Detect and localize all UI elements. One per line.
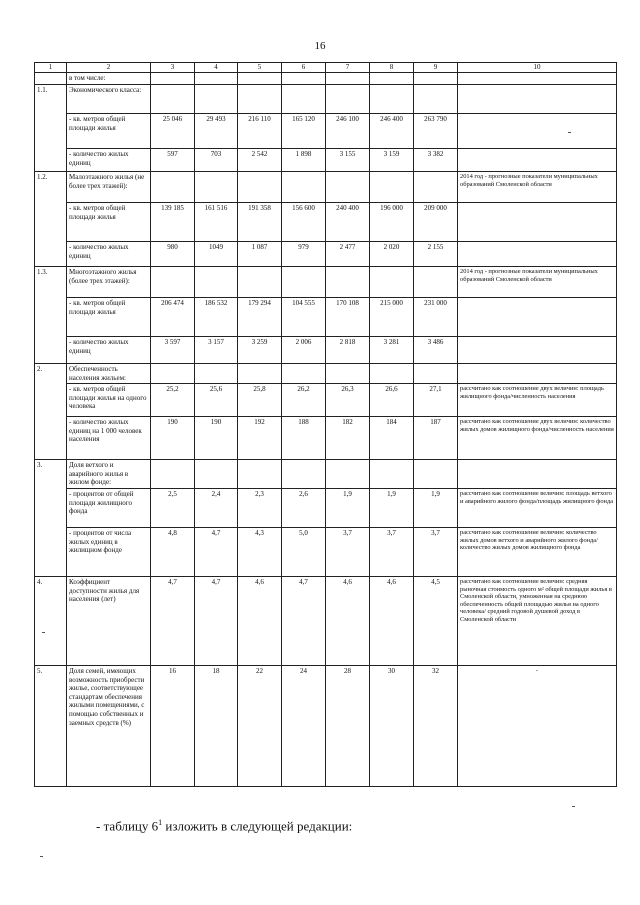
value-cell: 246 400 bbox=[370, 114, 414, 149]
value-cell: 2 818 bbox=[326, 337, 370, 364]
table-row bbox=[35, 417, 617, 460]
value-cell: 26,2 bbox=[282, 384, 326, 417]
value-cell: 4,7 bbox=[282, 576, 326, 665]
table-row bbox=[35, 337, 617, 364]
value-cell: 187 bbox=[414, 417, 458, 460]
value-cell: 1 898 bbox=[282, 149, 326, 172]
value-cell bbox=[326, 172, 370, 203]
value-cell: 196 000 bbox=[370, 203, 414, 242]
row-label-cell: - количество жилых единиц bbox=[67, 149, 151, 172]
row-label-cell: - кв. метров общей площади жилья bbox=[67, 114, 151, 149]
row-label-cell: Малоэтажного жилья (не более трех этажей): bbox=[67, 172, 151, 203]
value-cell: 215 000 bbox=[370, 298, 414, 337]
value-cell: 4,5 bbox=[414, 576, 458, 665]
row-label-cell: Доля семей, имеющих возможность приобрести жилье, соответствующее стандартам обеспечения жилыми помещениями, с помощью собственных и заемных средств (%) bbox=[67, 665, 151, 786]
value-cell: 25,6 bbox=[195, 384, 238, 417]
value-cell bbox=[370, 172, 414, 203]
note-cell: рассчитано как соотношение двух величин: количество жилых домов жилищного фонда/численность населения bbox=[458, 417, 617, 460]
value-cell bbox=[195, 85, 238, 114]
value-cell bbox=[370, 267, 414, 298]
value-cell bbox=[414, 364, 458, 384]
value-cell: 184 bbox=[370, 417, 414, 460]
value-cell: 979 bbox=[282, 242, 326, 267]
row-label-cell: - кв. метров общей площади жилья bbox=[67, 298, 151, 337]
value-cell bbox=[238, 364, 282, 384]
value-cell: 703 bbox=[195, 149, 238, 172]
note-cell: рассчитано как соотношение величин: количество жилых домов ветхого и аварийного жилого фонда/количество жилых домов жилищного фонда bbox=[458, 527, 617, 576]
value-cell: 2,5 bbox=[151, 488, 195, 527]
value-cell: 2,4 bbox=[195, 488, 238, 527]
value-cell bbox=[370, 73, 414, 85]
table-row bbox=[35, 203, 617, 242]
value-cell: 165 120 bbox=[282, 114, 326, 149]
indicators-table bbox=[34, 62, 617, 787]
value-cell bbox=[151, 73, 195, 85]
value-cell: 25 046 bbox=[151, 114, 195, 149]
value-cell bbox=[151, 172, 195, 203]
value-cell: 18 bbox=[195, 665, 238, 786]
value-cell: 16 bbox=[151, 665, 195, 786]
value-cell: 191 358 bbox=[238, 203, 282, 242]
value-cell: 161 516 bbox=[195, 203, 238, 242]
value-cell: 2 155 bbox=[414, 242, 458, 267]
scan-speck bbox=[40, 856, 43, 857]
value-cell: 2 542 bbox=[238, 149, 282, 172]
value-cell bbox=[238, 267, 282, 298]
row-label-cell: - количество жилых единиц bbox=[67, 242, 151, 267]
note-cell: рассчитано как соотношение величин: площадь ветхого и аварийного жилого фонда/площадь жилищного фонда bbox=[458, 488, 617, 527]
value-cell: 32 bbox=[414, 665, 458, 786]
header-cell: 10 bbox=[458, 63, 617, 73]
value-cell: 2 006 bbox=[282, 337, 326, 364]
value-cell bbox=[195, 460, 238, 489]
value-cell: 4,7 bbox=[195, 576, 238, 665]
value-cell: 3 157 bbox=[195, 337, 238, 364]
footer-instruction bbox=[96, 818, 352, 834]
footer-tail: изложить в следующей редакции: bbox=[162, 818, 353, 834]
value-cell: 27,1 bbox=[414, 384, 458, 417]
value-cell bbox=[414, 460, 458, 489]
table-row bbox=[35, 172, 617, 203]
value-cell: 3,7 bbox=[370, 527, 414, 576]
note-cell bbox=[458, 337, 617, 364]
row-label-cell: - количество жилых единиц bbox=[67, 337, 151, 364]
value-cell: 1049 bbox=[195, 242, 238, 267]
row-label-cell: в том числе: bbox=[67, 73, 151, 85]
value-cell: 3 382 bbox=[414, 149, 458, 172]
note-cell bbox=[458, 364, 617, 384]
value-cell bbox=[282, 267, 326, 298]
row-label-cell: - процентов от числа жилых единиц в жилищном фонде bbox=[67, 527, 151, 576]
value-cell: 263 790 bbox=[414, 114, 458, 149]
row-label-cell: - кв. метров общей площади жилья на одного человека bbox=[67, 384, 151, 417]
scan-speck bbox=[568, 132, 571, 133]
value-cell bbox=[282, 73, 326, 85]
row-label-cell: Многоэтажного жилья (более трех этажей): bbox=[67, 267, 151, 298]
row-label-cell: Экономического класса: bbox=[67, 85, 151, 114]
value-cell bbox=[238, 85, 282, 114]
value-cell: 2,3 bbox=[238, 488, 282, 527]
header-cell: 4 bbox=[195, 63, 238, 73]
value-cell: 231 000 bbox=[414, 298, 458, 337]
value-cell bbox=[458, 73, 617, 85]
value-cell: 2 020 bbox=[370, 242, 414, 267]
table-row bbox=[35, 267, 617, 298]
header-cell: 1 bbox=[35, 63, 67, 73]
header-cell: 6 bbox=[282, 63, 326, 73]
value-cell: 4,6 bbox=[326, 576, 370, 665]
table-row bbox=[35, 488, 617, 527]
value-cell bbox=[195, 364, 238, 384]
value-cell: 192 bbox=[238, 417, 282, 460]
value-cell: 190 bbox=[195, 417, 238, 460]
table-row bbox=[35, 114, 617, 149]
value-cell: 2 477 bbox=[326, 242, 370, 267]
row-number-cell: 1.2. bbox=[35, 172, 67, 267]
value-cell: 5,0 bbox=[282, 527, 326, 576]
value-cell bbox=[238, 460, 282, 489]
header-cell: 8 bbox=[370, 63, 414, 73]
value-cell: 182 bbox=[326, 417, 370, 460]
value-cell: 26,3 bbox=[326, 384, 370, 417]
value-cell: 190 bbox=[151, 417, 195, 460]
value-cell bbox=[195, 73, 238, 85]
value-cell: 4,6 bbox=[370, 576, 414, 665]
value-cell: 22 bbox=[238, 665, 282, 786]
value-cell: 3 597 bbox=[151, 337, 195, 364]
value-cell bbox=[282, 460, 326, 489]
value-cell bbox=[282, 172, 326, 203]
value-cell: 1 087 bbox=[238, 242, 282, 267]
table-row bbox=[35, 298, 617, 337]
value-cell bbox=[414, 73, 458, 85]
table-row bbox=[35, 576, 617, 665]
table-row bbox=[35, 527, 617, 576]
value-cell bbox=[326, 73, 370, 85]
value-cell bbox=[195, 172, 238, 203]
value-cell: 206 474 bbox=[151, 298, 195, 337]
note-cell: рассчитано как соотношение величин: средняя рыночная стоимость одного м² общей площади жилья в Смоленской области, умноженная на среднюю обеспеченность общей площадью жилья на одного человека/ средний годовой душевой доход в Смоленской области bbox=[458, 576, 617, 665]
value-cell: 4,8 bbox=[151, 527, 195, 576]
row-number-cell bbox=[35, 73, 67, 85]
value-cell: 597 bbox=[151, 149, 195, 172]
header-cell: 7 bbox=[326, 63, 370, 73]
table-row bbox=[35, 665, 617, 786]
value-cell bbox=[151, 364, 195, 384]
value-cell: 4,7 bbox=[151, 576, 195, 665]
value-cell bbox=[326, 85, 370, 114]
note-cell: рассчитано как соотношение двух величин: площадь жилищного фонда/численность населения bbox=[458, 384, 617, 417]
note-cell bbox=[458, 298, 617, 337]
page-number: 16 bbox=[314, 40, 326, 52]
value-cell: 4,7 bbox=[195, 527, 238, 576]
value-cell: 139 185 bbox=[151, 203, 195, 242]
value-cell: 4,3 bbox=[238, 527, 282, 576]
note-cell bbox=[458, 242, 617, 267]
value-cell: 24 bbox=[282, 665, 326, 786]
header-cell: 9 bbox=[414, 63, 458, 73]
scan-speck bbox=[572, 806, 575, 807]
value-cell: 209 000 bbox=[414, 203, 458, 242]
row-number-cell: 3. bbox=[35, 460, 67, 577]
value-cell: 980 bbox=[151, 242, 195, 267]
value-cell: 26,6 bbox=[370, 384, 414, 417]
value-cell: 3 281 bbox=[370, 337, 414, 364]
note-cell bbox=[458, 203, 617, 242]
value-cell: 25,8 bbox=[238, 384, 282, 417]
table-row bbox=[35, 364, 617, 384]
note-cell bbox=[458, 460, 617, 489]
note-cell: - bbox=[458, 665, 617, 786]
footer-superscript: 1 bbox=[158, 818, 163, 827]
table-row bbox=[35, 460, 617, 489]
value-cell: 170 108 bbox=[326, 298, 370, 337]
note-cell bbox=[458, 85, 617, 114]
value-cell: 3,7 bbox=[326, 527, 370, 576]
value-cell: 2,6 bbox=[282, 488, 326, 527]
value-cell: 29 493 bbox=[195, 114, 238, 149]
header-cell: 2 bbox=[67, 63, 151, 73]
value-cell bbox=[195, 267, 238, 298]
value-cell bbox=[238, 172, 282, 203]
note-cell bbox=[458, 149, 617, 172]
note-cell bbox=[458, 114, 617, 149]
value-cell bbox=[151, 460, 195, 489]
note-cell: 2014 год - прогнозные показатели муниципальных образований Смоленской области bbox=[458, 267, 617, 298]
row-number-cell: 1.1. bbox=[35, 85, 67, 172]
row-label-cell: - кв. метров общей площади жилья bbox=[67, 203, 151, 242]
value-cell: 4,6 bbox=[238, 576, 282, 665]
value-cell: 28 bbox=[326, 665, 370, 786]
value-cell bbox=[282, 85, 326, 114]
value-cell: 188 bbox=[282, 417, 326, 460]
value-cell bbox=[151, 267, 195, 298]
row-number-cell: 5. bbox=[35, 665, 67, 786]
table-row bbox=[35, 85, 617, 114]
value-cell: 216 110 bbox=[238, 114, 282, 149]
value-cell bbox=[326, 267, 370, 298]
value-cell: 3 259 bbox=[238, 337, 282, 364]
table-row bbox=[35, 242, 617, 267]
row-number-cell: 2. bbox=[35, 364, 67, 460]
value-cell bbox=[238, 73, 282, 85]
row-label-cell: Обеспеченность населения жильем: bbox=[67, 364, 151, 384]
row-number-cell: 4. bbox=[35, 576, 67, 665]
table-row bbox=[35, 149, 617, 172]
value-cell bbox=[326, 364, 370, 384]
value-cell: 3,7 bbox=[414, 527, 458, 576]
header-cell: 5 bbox=[238, 63, 282, 73]
value-cell: 179 294 bbox=[238, 298, 282, 337]
value-cell bbox=[326, 460, 370, 489]
value-cell: 1,9 bbox=[370, 488, 414, 527]
value-cell bbox=[414, 172, 458, 203]
value-cell bbox=[282, 364, 326, 384]
row-number-cell: 1.3. bbox=[35, 267, 67, 364]
value-cell: 3 155 bbox=[326, 149, 370, 172]
value-cell: 1,9 bbox=[414, 488, 458, 527]
row-label-cell: Коэффициент доступности жилья для населения (лет) bbox=[67, 576, 151, 665]
header-cell: 3 bbox=[151, 63, 195, 73]
table-row bbox=[35, 384, 617, 417]
table-row bbox=[35, 73, 617, 85]
value-cell bbox=[414, 267, 458, 298]
note-cell: 2014 год - прогнозные показатели муниципальных образований Смоленской области bbox=[458, 172, 617, 203]
value-cell bbox=[151, 85, 195, 114]
value-cell: 104 555 bbox=[282, 298, 326, 337]
value-cell: 246 100 bbox=[326, 114, 370, 149]
row-label-cell: - количество жилых единиц на 1 000 человек населения bbox=[67, 417, 151, 460]
row-label-cell: - процентов от общей площади жилищного фонда bbox=[67, 488, 151, 527]
value-cell bbox=[370, 85, 414, 114]
value-cell bbox=[370, 364, 414, 384]
value-cell bbox=[414, 85, 458, 114]
scan-speck bbox=[42, 632, 45, 633]
value-cell: 3 159 bbox=[370, 149, 414, 172]
value-cell: 25,2 bbox=[151, 384, 195, 417]
header-row bbox=[35, 63, 617, 73]
value-cell: 240 400 bbox=[326, 203, 370, 242]
value-cell: 156 600 bbox=[282, 203, 326, 242]
footer-text: - таблицу 6 bbox=[96, 818, 159, 834]
value-cell: 186 532 bbox=[195, 298, 238, 337]
value-cell: 30 bbox=[370, 665, 414, 786]
value-cell: 1,9 bbox=[326, 488, 370, 527]
value-cell: 3 486 bbox=[414, 337, 458, 364]
value-cell bbox=[370, 460, 414, 489]
row-label-cell: Доля ветхого и аварийного жилья в жилом фонде: bbox=[67, 460, 151, 489]
